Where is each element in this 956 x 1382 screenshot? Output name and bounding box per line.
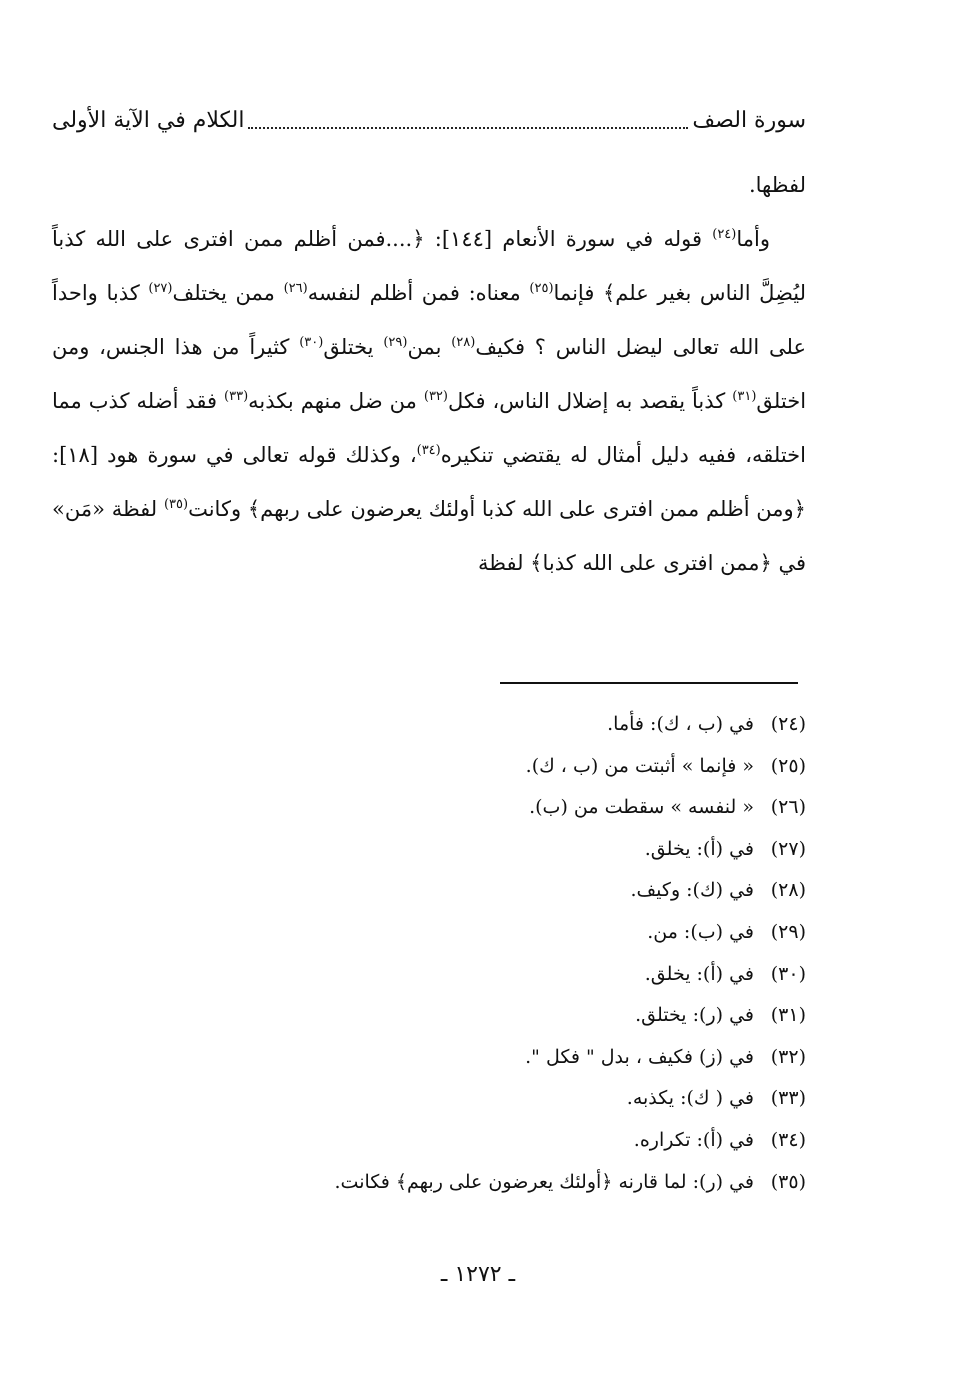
footnote-text: في (ر): يختلق. [635,1004,754,1027]
footnote-number: (٢٤) [770,713,806,735]
footnote-marker: (٣٣) [224,389,249,404]
footnote-item [52,1120,806,1162]
footnote-item [52,1037,806,1079]
footnote-text: في (أ): يخلق. [644,962,754,985]
footnote-item [52,995,806,1037]
footnote-number: (٢٨) [770,879,806,902]
footnotes [52,704,806,1203]
footnote-text: في (ز) فكيف ، بدل " فكل ". [525,1045,754,1068]
footnote-marker: (٢٨) [451,335,476,350]
text-run: ممن يختلف [172,281,284,305]
page-number: ـ ١٢٧٢ ـ [440,1262,516,1287]
footnote-marker: (٣٤) [416,443,441,458]
footnote-text: « فإنما » أثبتت من (ب ، ك). [525,754,754,777]
footnote-number: (٢٧) [770,837,806,860]
footnote-item [52,704,806,746]
text-run: قوله في سورة الأنعام [١٤٤]: ﴿....فمن أظلم ممن افترى على الله كذباً ليُضِلَّ الناس بغير علم﴾ فإنما [52,227,807,305]
footnote-text: في (ب ، ك): فأما. [607,713,754,735]
text-run: كذباً يقصد به إضلال الناس، فكل [447,389,733,413]
header-dot-leader [248,111,688,129]
footnote-marker: (٢٤) [712,227,737,242]
footnote-marker: (٢٦) [283,281,308,296]
text-run: بمن [407,335,452,359]
footnote-text: في ( ك): يكذبه. [626,1087,754,1110]
text-run: وأما [736,227,770,251]
text-run: معناه: فمن أظلم لنفسه [307,281,530,305]
text-run: كثيراً من هذا الجنس، ومن اختلق [52,335,807,413]
footnote-separator [500,682,798,684]
running-header [52,100,806,140]
footnote-text: في (ر): لما قارنه ﴿أولئك يعرضون على ربهم﴾ فكانت. [334,1170,754,1193]
footnote-marker: (٢٩) [383,335,408,350]
footnote-marker: (٢٥) [529,281,554,296]
text-run: يختلق [323,335,384,359]
footnote-number: (٣٠) [770,962,806,985]
footnote-item [52,870,806,912]
footnote-number: (٢٦) [770,796,806,819]
text-run: فقد أضله كذب مما اختلقه، ففيه دليل أمثال له يقتضي تنكيره [52,389,806,467]
text-run: من ضل منهم بكذبه [248,389,424,413]
footnote-marker: (٣٢) [423,389,448,404]
footnote-marker: (٣١) [732,389,757,404]
footnote-text: في (أ): تكراره. [633,1128,754,1151]
footnote-text: في (ك): وكيف. [630,879,754,902]
footnote-item [52,1162,806,1204]
text-line-continuation: لفظها. [748,173,806,197]
footnote-marker: (٣٠) [299,335,324,350]
footnote-number: (٣٤) [770,1128,806,1151]
text-run: لفظة «مَن» في ﴿ممن افترى على الله كذبا﴾ لفظة [52,497,806,575]
footnote-text: في (أ): يخلق. [644,837,754,860]
main-text [52,158,806,590]
footnote-item [52,954,806,996]
footnote-number: (٢٩) [770,920,806,943]
header-sura-name: سورة الصف [692,107,806,133]
header-topic: الكلام في الآية الأولى [52,107,245,133]
footnote-text: « لنفسه » سقطت من (ب). [529,796,754,819]
footnote-marker: (٣٥) [163,497,189,512]
text-run: ، وكذلك قوله تعالى في سورة هود [١٨]: ﴿ومن أظلم ممن افترى على الله كذبا أولئك يعرضون على ربهم﴾ وكانت [52,443,806,521]
text-run: كذبا واحداً على الله تعالى ليضل الناس ؟ فكيف [52,281,806,359]
footnote-number: (٣٢) [770,1045,806,1068]
footnote-item [52,912,806,954]
footnote-item [52,829,806,871]
footnote-marker: (٢٧) [148,281,173,296]
footnote-number: (٣٣) [770,1087,806,1110]
footnote-number: (٣٥) [770,1170,806,1193]
text-paragraph [52,212,806,590]
footnote-item [52,746,806,788]
footnote-number: (٢٥) [770,754,806,777]
footnote-number: (٣١) [770,1004,806,1027]
footnote-text: في (ب): من. [647,920,754,943]
footnote-item [52,1078,806,1120]
footnote-item [52,787,806,829]
